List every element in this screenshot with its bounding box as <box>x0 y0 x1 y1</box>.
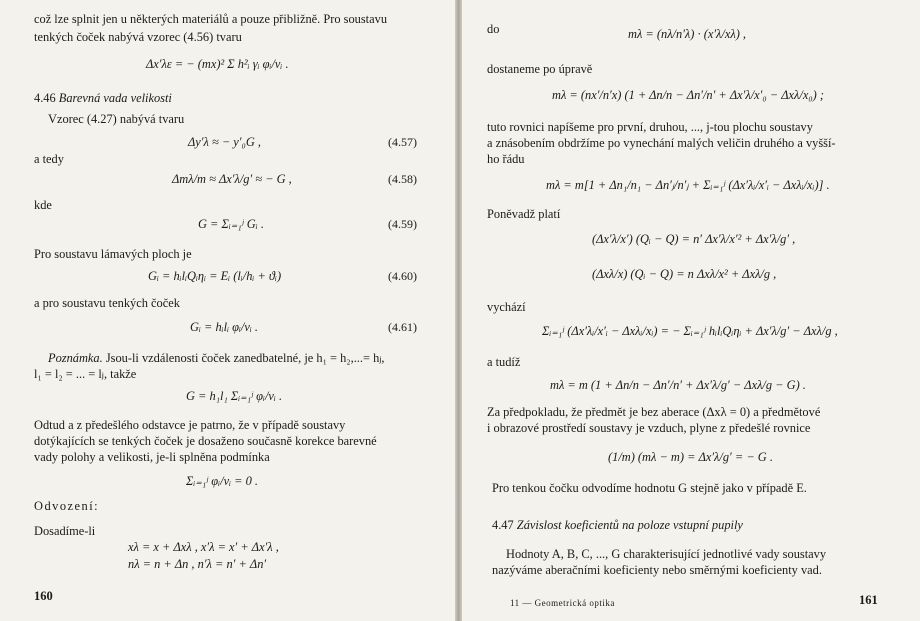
equation-number: (4.58) <box>388 172 417 186</box>
note-text: Jsou-li vzdálenosti čoček zanedbatelné, je h₁ = h₂,...= hⱼ, <box>105 351 385 365</box>
equation: mλ = m[1 + Δn₁/n₁ − Δn′ⱼ/n′ⱼ + Σᵢ₌₁ʲ (Δx′λᵢ/x′ᵢ − Δxλᵢ/xᵢ)] . <box>546 178 830 192</box>
text-line: Pro soustavu lámavých ploch je <box>34 247 192 261</box>
derivation-heading: Odvození: <box>34 499 100 513</box>
text-line: l₁ = l₂ = ... = lⱼ, takže <box>34 367 137 381</box>
equation: Δx′λε = − (mx)² Σ h²ᵢ γᵢ φᵢ/νᵢ . <box>146 57 289 71</box>
text-line: Za předpokladu, že předmět je bez aberace (Δxλ = 0) a předmětové <box>487 405 821 419</box>
text-line: nazýváme aberačními koeficienty nebo směrnými koeficienty vad. <box>492 563 822 577</box>
equation-number: (4.61) <box>388 320 417 334</box>
text-line: tenkých čoček nabývá vzorec (4.56) tvaru <box>34 30 242 44</box>
text-line: tuto rovnici napíšeme pro první, druhou, ..., j-tou plochu soustavy <box>487 120 813 134</box>
equation: G = h₁l₁ Σᵢ₌₁ʲ φᵢ/νᵢ . <box>186 389 283 403</box>
text-line: kde <box>34 198 52 212</box>
text-line: Hodnoty A, B, C, ..., G charakterisující jednotlivé vady soustavy <box>506 547 827 561</box>
equation: Σᵢ₌₁ʲ (Δx′λᵢ/x′ᵢ − Δxλᵢ/xᵢ) = − Σᵢ₌₁ʲ hᵢlᵢQᵢηᵢ + Δx′λ/g′ − Δxλ/g , <box>542 324 838 338</box>
equation: Gᵢ = hᵢlᵢ φᵢ/νᵢ . <box>190 320 259 334</box>
text-line: dotýkajících se tenkých čoček je dosaženo současně korekce barevné <box>34 434 377 448</box>
note-label: Poznámka. <box>48 351 103 365</box>
right-page <box>462 0 920 621</box>
section-number: 4.46 <box>34 91 56 105</box>
text-line: ho řádu <box>487 152 525 166</box>
page-number: 161 <box>859 593 878 607</box>
equation: (Δx′λ/x′) (Qᵢ − Q) = n′ Δx′λ/x′² + Δx′λ/g′ , <box>592 232 796 246</box>
text-line: vychází <box>487 300 526 314</box>
equation: (Δxλ/x) (Qᵢ − Q) = n Δxλ/x² + Δxλ/g , <box>592 267 777 281</box>
section-heading <box>492 518 743 533</box>
section-title: Závislost koeficientů na poloze vstupní pupily <box>516 518 743 532</box>
equation: (1/m) (mλ − m) = Δx′λ/g′ = − G . <box>608 450 773 464</box>
text-line: Pro tenkou čočku odvodíme hodnotu G stejně jako v případě E. <box>492 481 807 495</box>
equation: mλ = (nλ/n′λ) · (x′λ/xλ) , <box>628 27 747 41</box>
section-heading <box>34 91 172 106</box>
note-line <box>48 351 385 366</box>
equation-number: (4.59) <box>388 217 417 231</box>
equation-number: (4.57) <box>388 135 417 149</box>
left-page <box>0 0 455 621</box>
equation: Δmλ/m ≈ Δx′λ/g′ ≈ − G , <box>172 172 292 186</box>
text-line: vady polohy a velikosti, je-li splněna podmínka <box>34 450 270 464</box>
equation: xλ = x + Δxλ , x′λ = x′ + Δx′λ , <box>128 540 279 554</box>
equation: mλ = (nx′/n′x) (1 + Δn/n − Δn′/n′ + Δx′λ/x′₀ − Δxλ/x₀) ; <box>552 88 824 102</box>
equation: nλ = n + Δn , n′λ = n′ + Δn′ <box>128 557 267 571</box>
running-footer: 11 — Geometrická optika <box>510 598 615 608</box>
text-line: i obrazové prostředí soustavy je vzduch, plyne z předešlé rovnice <box>487 421 811 435</box>
text-line: Odtud a z předešlého odstavce je patrno, že v případě soustavy <box>34 418 346 432</box>
text-line: a tudíž <box>487 355 521 369</box>
text-line: dostaneme po úpravě <box>487 62 593 76</box>
equation: Δy′λ ≈ − y′₀G , <box>188 135 261 149</box>
equation: Σᵢ₌₁ʲ φᵢ/νᵢ = 0 . <box>186 474 258 488</box>
equation: G = Σᵢ₌₁ʲ Gᵢ . <box>198 217 264 231</box>
equation-number: (4.60) <box>388 269 417 283</box>
equation: Gᵢ = hᵢlᵢQᵢηᵢ = Eᵢ (lᵢ/hᵢ + ϑᵢ) <box>148 269 282 283</box>
equation: mλ = m (1 + Δn/n − Δn′/n′ + Δx′λ/g′ − Δxλ/g − G) . <box>550 378 806 392</box>
text-line: Vzorec (4.27) nabývá tvaru <box>48 112 185 126</box>
text-line: a znásobením obdržíme po vynechání malých veličin druhého a vyšší- <box>487 136 836 150</box>
page-number: 160 <box>34 589 53 603</box>
text-line: a pro soustavu tenkých čoček <box>34 296 180 310</box>
text-line: Dosadíme-li <box>34 524 96 538</box>
text-line: do <box>487 22 500 36</box>
section-title: Barevná vada velikosti <box>58 91 172 105</box>
section-number: 4.47 <box>492 518 514 532</box>
text-line: Poněvadž platí <box>487 207 561 221</box>
book-gutter <box>455 0 462 621</box>
text-line: a tedy <box>34 152 64 166</box>
text-line: což lze splnit jen u některých materiálů a pouze přibližně. Pro soustavu <box>34 12 388 26</box>
